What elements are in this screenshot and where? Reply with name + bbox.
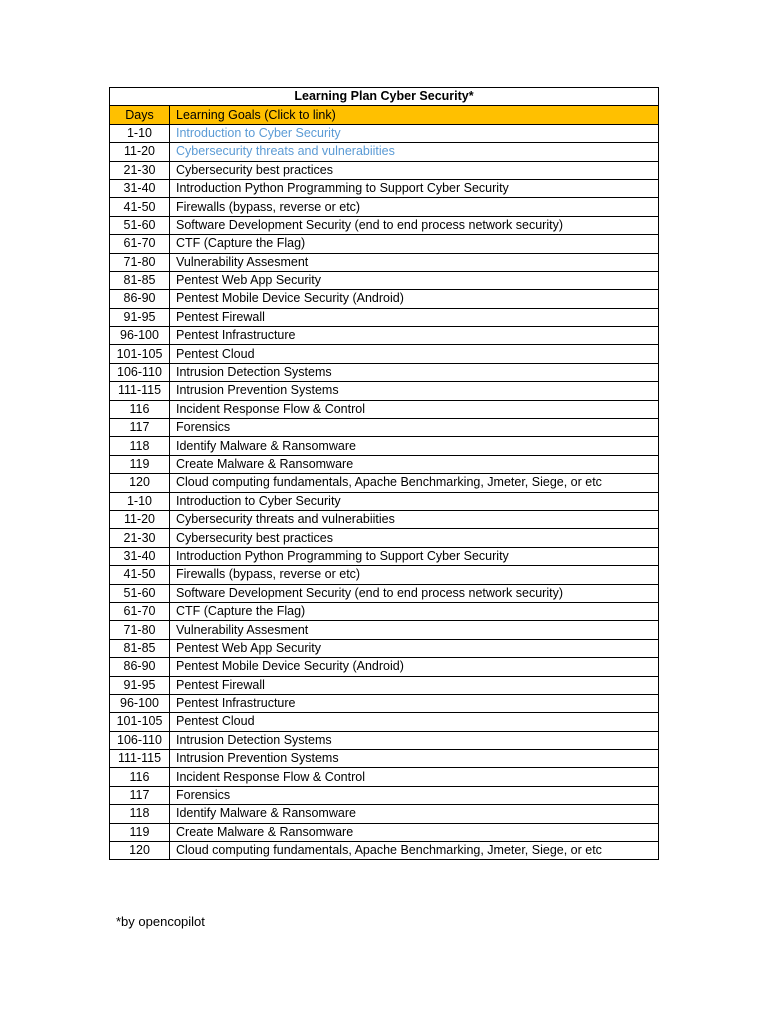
table-row xyxy=(110,566,659,584)
goal-cell: Forensics xyxy=(170,419,659,437)
table-row xyxy=(110,786,659,804)
days-cell: 91-95 xyxy=(110,308,170,326)
days-cell: 118 xyxy=(110,805,170,823)
table-row xyxy=(110,455,659,473)
table-row xyxy=(110,290,659,308)
days-cell: 81-85 xyxy=(110,271,170,289)
goal-cell: Pentest Cloud xyxy=(170,713,659,731)
table-row[interactable] xyxy=(110,124,659,142)
days-cell: 41-50 xyxy=(110,566,170,584)
days-cell: 96-100 xyxy=(110,327,170,345)
days-cell: 61-70 xyxy=(110,235,170,253)
days-cell: 111-115 xyxy=(110,382,170,400)
table-row xyxy=(110,676,659,694)
days-cell: 61-70 xyxy=(110,602,170,620)
goal-cell: Pentest Mobile Device Security (Android) xyxy=(170,658,659,676)
table-row xyxy=(110,731,659,749)
learning-plan-table xyxy=(109,87,659,860)
table-row xyxy=(110,437,659,455)
goal-cell: Intrusion Detection Systems xyxy=(170,363,659,381)
goal-cell: Pentest Web App Security xyxy=(170,639,659,657)
table-row xyxy=(110,400,659,418)
goal-cell: Create Malware & Ransomware xyxy=(170,823,659,841)
days-cell: 117 xyxy=(110,786,170,804)
days-cell: 1-10 xyxy=(110,492,170,510)
days-column-header: Days xyxy=(110,106,170,124)
table-row xyxy=(110,529,659,547)
goal-link[interactable]: Introduction to Cyber Security xyxy=(170,124,659,142)
table-row xyxy=(110,805,659,823)
goal-cell: Introduction Python Programming to Support Cyber Security xyxy=(170,547,659,565)
goals-column-header: Learning Goals (Click to link) xyxy=(170,106,659,124)
table-row xyxy=(110,216,659,234)
days-cell: 106-110 xyxy=(110,363,170,381)
days-cell: 118 xyxy=(110,437,170,455)
table-row xyxy=(110,768,659,786)
days-cell: 120 xyxy=(110,474,170,492)
table-row xyxy=(110,253,659,271)
learning-plan-body xyxy=(110,88,659,860)
table-row xyxy=(110,271,659,289)
table-row xyxy=(110,235,659,253)
days-cell: 101-105 xyxy=(110,345,170,363)
goal-cell: Firewalls (bypass, reverse or etc) xyxy=(170,566,659,584)
table-row xyxy=(110,492,659,510)
days-cell: 116 xyxy=(110,400,170,418)
days-cell: 31-40 xyxy=(110,179,170,197)
days-cell: 31-40 xyxy=(110,547,170,565)
days-cell: 91-95 xyxy=(110,676,170,694)
days-cell: 51-60 xyxy=(110,584,170,602)
days-cell: 1-10 xyxy=(110,124,170,142)
table-row xyxy=(110,658,659,676)
footnote: *by opencopilot xyxy=(116,914,205,929)
goal-cell: Create Malware & Ransomware xyxy=(170,455,659,473)
table-row xyxy=(110,584,659,602)
goal-cell: Intrusion Prevention Systems xyxy=(170,382,659,400)
days-cell: 120 xyxy=(110,842,170,860)
table-row xyxy=(110,363,659,381)
goal-cell: Incident Response Flow & Control xyxy=(170,400,659,418)
goal-cell: Cybersecurity threats and vulnerabiities xyxy=(170,510,659,528)
table-row xyxy=(110,179,659,197)
goal-link[interactable]: Cybersecurity threats and vulnerabiities xyxy=(170,143,659,161)
goal-cell: Pentest Firewall xyxy=(170,676,659,694)
days-cell: 71-80 xyxy=(110,621,170,639)
table-row xyxy=(110,345,659,363)
goal-cell: Introduction Python Programming to Support Cyber Security xyxy=(170,179,659,197)
days-cell: 41-50 xyxy=(110,198,170,216)
days-cell: 51-60 xyxy=(110,216,170,234)
days-cell: 21-30 xyxy=(110,161,170,179)
days-cell: 21-30 xyxy=(110,529,170,547)
table-row xyxy=(110,694,659,712)
table-row xyxy=(110,547,659,565)
table-row xyxy=(110,327,659,345)
table-row xyxy=(110,621,659,639)
goal-cell: Cloud computing fundamentals, Apache Benchmarking, Jmeter, Siege, or etc xyxy=(170,842,659,860)
days-cell: 81-85 xyxy=(110,639,170,657)
goal-cell: Identify Malware & Ransomware xyxy=(170,437,659,455)
goal-cell: Cybersecurity best practices xyxy=(170,161,659,179)
table-row[interactable] xyxy=(110,143,659,161)
goal-cell: Software Development Security (end to end process network security) xyxy=(170,216,659,234)
goal-cell: Pentest Mobile Device Security (Android) xyxy=(170,290,659,308)
table-title-row xyxy=(110,88,659,106)
goal-cell: Pentest Infrastructure xyxy=(170,694,659,712)
table-row xyxy=(110,823,659,841)
days-cell: 11-20 xyxy=(110,510,170,528)
table-row xyxy=(110,161,659,179)
table-row xyxy=(110,474,659,492)
days-cell: 86-90 xyxy=(110,658,170,676)
table-row xyxy=(110,419,659,437)
goal-cell: Cybersecurity best practices xyxy=(170,529,659,547)
days-cell: 116 xyxy=(110,768,170,786)
goal-cell: Firewalls (bypass, reverse or etc) xyxy=(170,198,659,216)
goal-cell: Pentest Cloud xyxy=(170,345,659,363)
goal-cell: Software Development Security (end to end process network security) xyxy=(170,584,659,602)
goal-cell: Intrusion Prevention Systems xyxy=(170,750,659,768)
goal-cell: Forensics xyxy=(170,786,659,804)
table-row xyxy=(110,639,659,657)
table-title: Learning Plan Cyber Security* xyxy=(110,88,659,106)
goal-cell: Pentest Firewall xyxy=(170,308,659,326)
table-row xyxy=(110,308,659,326)
goal-cell: CTF (Capture the Flag) xyxy=(170,235,659,253)
goal-cell: Identify Malware & Ransomware xyxy=(170,805,659,823)
table-row xyxy=(110,713,659,731)
days-cell: 117 xyxy=(110,419,170,437)
goal-cell: Pentest Infrastructure xyxy=(170,327,659,345)
table-row xyxy=(110,510,659,528)
table-row xyxy=(110,198,659,216)
goal-cell: CTF (Capture the Flag) xyxy=(170,602,659,620)
table-header-row xyxy=(110,106,659,124)
days-cell: 111-115 xyxy=(110,750,170,768)
days-cell: 119 xyxy=(110,455,170,473)
days-cell: 86-90 xyxy=(110,290,170,308)
goal-cell: Pentest Web App Security xyxy=(170,271,659,289)
goal-cell: Vulnerability Assesment xyxy=(170,621,659,639)
table-row xyxy=(110,602,659,620)
goal-cell: Introduction to Cyber Security xyxy=(170,492,659,510)
table-row xyxy=(110,842,659,860)
days-cell: 119 xyxy=(110,823,170,841)
days-cell: 71-80 xyxy=(110,253,170,271)
days-cell: 96-100 xyxy=(110,694,170,712)
goal-cell: Vulnerability Assesment xyxy=(170,253,659,271)
days-cell: 101-105 xyxy=(110,713,170,731)
table-row xyxy=(110,750,659,768)
days-cell: 11-20 xyxy=(110,143,170,161)
days-cell: 106-110 xyxy=(110,731,170,749)
goal-cell: Intrusion Detection Systems xyxy=(170,731,659,749)
table-row xyxy=(110,382,659,400)
goal-cell: Incident Response Flow & Control xyxy=(170,768,659,786)
goal-cell: Cloud computing fundamentals, Apache Benchmarking, Jmeter, Siege, or etc xyxy=(170,474,659,492)
